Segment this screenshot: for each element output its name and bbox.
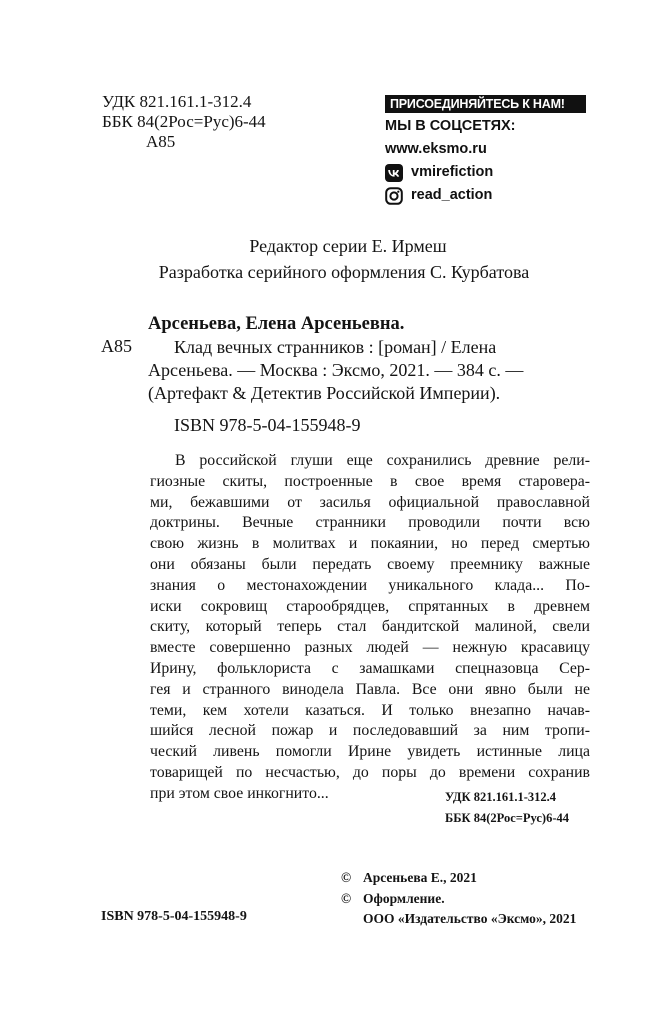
instagram-icon	[385, 187, 403, 205]
vk-icon	[385, 164, 403, 182]
isbn-main: ISBN 978-5-04-155948-9	[174, 415, 361, 435]
social-subtitle: МЫ В СОЦСЕТЯХ:	[385, 118, 516, 134]
social-block	[385, 95, 590, 207]
copyright-author-row	[341, 868, 576, 889]
bib-description	[148, 334, 582, 405]
bbk-code: ББК 84(2Рос=Рус)6-44	[102, 112, 266, 131]
publisher-row	[341, 909, 576, 930]
copyright-block	[341, 868, 576, 930]
bib-code: А85	[101, 336, 132, 356]
copyright-icon: ©	[341, 870, 352, 885]
annotation-line: гея и странного винодела Павла. Все они явно были не	[150, 680, 590, 698]
vk-handle: vmirefiction	[411, 164, 494, 180]
annotation-line: ческий ливень помогли Ирине увидеть истинные лица	[150, 743, 590, 761]
instagram-handle: read_action	[411, 187, 493, 203]
editors-block	[0, 233, 662, 285]
design-credit: Разработка серийного оформления С. Курбатова	[158, 262, 530, 282]
author-mark: А85	[146, 132, 176, 151]
bib-line: Клад вечных странников : [роман] / Елена	[174, 337, 497, 357]
bib-line: Арсеньева. — Москва : Эксмо, 2021. — 384 с. —	[148, 360, 524, 380]
annotation-line: В российской глуши еще сохранились древние рели-	[175, 452, 590, 469]
annotation-line: знания о местонахождении уникального клада... По-	[150, 576, 590, 594]
annotation	[150, 451, 590, 805]
series-editor: Редактор серии Е. Ирмеш	[249, 236, 447, 256]
join-banner: ПРИСОЕДИНЯЙТЕСЬ К НАМ!	[385, 95, 586, 113]
annotation-line: ми, бежавшими от засилья официальной православной	[150, 493, 590, 511]
annotation-line: иски сокровищ старообрядцев, спрятанных в древнем	[150, 597, 590, 615]
annotation-line: доктрины. Вечные странники проводили почти всю	[150, 514, 590, 532]
annotation-line: они обязаны были передать своему преемнику важные	[150, 555, 590, 573]
classification-bottom	[445, 787, 569, 829]
udk-code: УДК 821.161.1-312.4	[102, 92, 252, 111]
copyright-author: Арсеньева Е., 2021	[363, 870, 477, 885]
annotation-line: скиту, который теперь стал бандитской малиной, свели	[150, 618, 590, 636]
bbk-code-bottom: ББК 84(2Рос=Рус)6-44	[445, 811, 569, 825]
site-link[interactable]: www.eksmo.ru	[385, 141, 487, 157]
annotation-line: свою жизнь в молитвах и покаянии, но перед смертью	[150, 535, 590, 553]
bib-line: (Артефакт & Детектив Российской Империи).	[148, 383, 501, 403]
instagram-row[interactable]	[385, 184, 590, 207]
annotation-line: товарищей по несчастью, до поры до времени сохранив	[150, 763, 590, 781]
copyright-design-row	[341, 889, 576, 910]
copyright-icon: ©	[341, 890, 352, 906]
udk-code-bottom: УДК 821.161.1-312.4	[445, 790, 556, 804]
annotation-line: вместе совершенно разных людей — нежную красавицу	[150, 639, 590, 657]
copyright-design: Оформление.	[363, 890, 445, 906]
annotation-line: гиозные скиты, построенные в свое время староверa-	[150, 472, 590, 490]
publisher-name: ООО «Издательство «Эксмо», 2021	[363, 911, 577, 926]
classification-block	[102, 92, 266, 152]
annotation-line: теми, кем хотели казаться. И только внезапно начав-	[150, 701, 590, 719]
author-name: Арсеньева, Елена Арсеньевна.	[148, 314, 405, 334]
annotation-line: Ирину, фольклориста с замашками спецназовца Сер-	[150, 659, 590, 677]
annotation-line: шийся лесной пожар и последовавший за ним тропи-	[150, 722, 590, 740]
annotation-line: при этом свое инкогнито...	[150, 784, 329, 802]
vk-row[interactable]	[385, 161, 590, 184]
isbn-bottom: ISBN 978-5-04-155948-9	[101, 909, 247, 924]
